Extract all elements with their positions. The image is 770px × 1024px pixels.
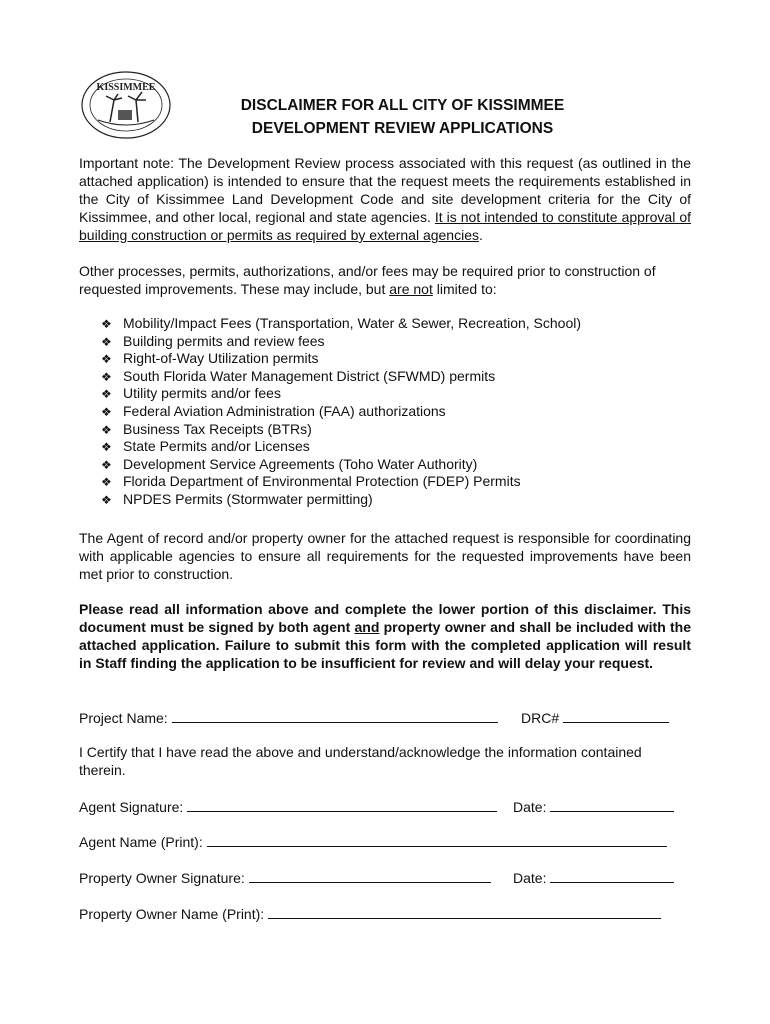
list-item: ❖ Florida Department of Environmental Protection (FDEP) Permits [101,473,581,491]
drc-row [521,708,669,727]
other-processes-paragraph [79,262,691,298]
other-underlined: are not [389,281,433,297]
bullet-icon: ❖ [101,422,112,437]
owner-name-field[interactable] [268,904,661,919]
list-item: ❖ Development Service Agreements (Toho Water Authority) [101,456,581,474]
owner-signature-label: Property Owner Signature: [79,870,245,886]
title-line-1: DISCLAIMER FOR ALL CITY OF KISSIMMEE [240,97,565,114]
owner-date-field[interactable] [550,868,674,883]
project-name-label: Project Name: [79,710,168,726]
bullet-icon: ❖ [101,492,112,507]
agent-date-label: Date: [513,799,547,815]
drc-field[interactable] [563,708,669,723]
list-item: ❖ NPDES Permits (Stormwater permitting) [101,491,581,509]
city-seal-logo [80,70,172,140]
owner-date-label: Date: [513,870,547,886]
list-item: ❖ Business Tax Receipts (BTRs) [101,421,581,439]
agent-name-row [79,832,667,851]
agent-signature-field[interactable] [187,797,497,812]
intro-end: . [479,227,483,243]
drc-label: DRC# [521,710,560,726]
notice-text-1: Please read all information above and complete the lower portion of this disclaimer. This document must be signed by both agent [79,601,691,635]
owner-name-label: Property Owner Name (Print): [79,906,265,922]
bullet-icon: ❖ [101,317,112,331]
agent-date-row [513,797,674,816]
seal-text: KISSIMMEE [96,82,156,93]
owner-name-row [79,904,661,923]
list-item: ❖ Building permits and review fees [101,333,581,351]
list-item: ❖ Federal Aviation Administration (FAA) authorizations [101,403,581,421]
notice-text-2: property owner and shall be included with the attached application. Failure to submit this form with the completed application will result in Staff finding the application to be insufficient for review and will delay your request. [79,619,691,671]
agent-date-field[interactable] [550,797,674,812]
list-item: ❖ Utility permits and/or fees [101,385,581,403]
other-text-2: limited to: [432,281,497,297]
agent-name-field[interactable] [207,832,667,847]
agent-signature-row [79,797,497,816]
owner-date-row [513,868,674,887]
bullet-icon: ❖ [101,369,112,384]
owner-signature-row [79,868,491,887]
list-item: ❖ State Permits and/or Licenses [101,438,581,456]
agent-signature-label: Agent Signature: [79,799,184,815]
bullet-icon: ❖ [101,440,112,455]
intro-underlined: It is not intended to constitute approval of building construction or permits as required by external agencies [79,209,691,243]
owner-signature-field[interactable] [249,868,491,883]
list-item: ❖ South Florida Water Management District (SFWMD) permits [101,368,581,386]
other-text-1: Other processes, permits, authorizations, and/or fees may be required prior to construction of requested improvements. These may include, but [79,263,656,297]
title-line-2: DEVELOPMENT REVIEW APPLICATIONS [251,120,554,137]
bullet-icon: ❖ [101,334,112,349]
notice-underlined: and [354,619,380,635]
bullet-icon: ❖ [101,387,112,402]
requirements-list [101,315,581,509]
bullet-icon: ❖ [101,457,112,472]
document-title [200,94,605,140]
notice-paragraph [79,600,691,672]
project-name-field[interactable] [172,708,498,723]
bullet-icon: ❖ [101,404,112,419]
intro-paragraph [79,154,691,244]
list-item: ❖ Right-of-Way Utilization permits [101,350,581,368]
certify-statement: I Certify that I have read the above and understand/acknowledge the information contained therein. [79,744,642,778]
agent-responsibility-paragraph: The Agent of record and/or property owner for the attached request is responsible for coordinating with applicable agencies to ensure all requirements for the requested improvements have been met prior to construction. [79,530,691,582]
agent-name-label: Agent Name (Print): [79,834,203,850]
bullet-icon: ❖ [101,352,112,367]
bullet-icon: ❖ [101,475,112,490]
list-item: ❖ Mobility/Impact Fees (Transportation, Water & Sewer, Recreation, School) [101,315,581,333]
intro-text: Important note: The Development Review process associated with this request (as outlined in the attached application) is intended to ensure that the request meets the requirements established in the City of Kissimmee Land Development Code and site development criteria for the City of Kissimmee, and other local, regional and state agencies. [79,155,691,225]
project-name-row [79,708,498,727]
